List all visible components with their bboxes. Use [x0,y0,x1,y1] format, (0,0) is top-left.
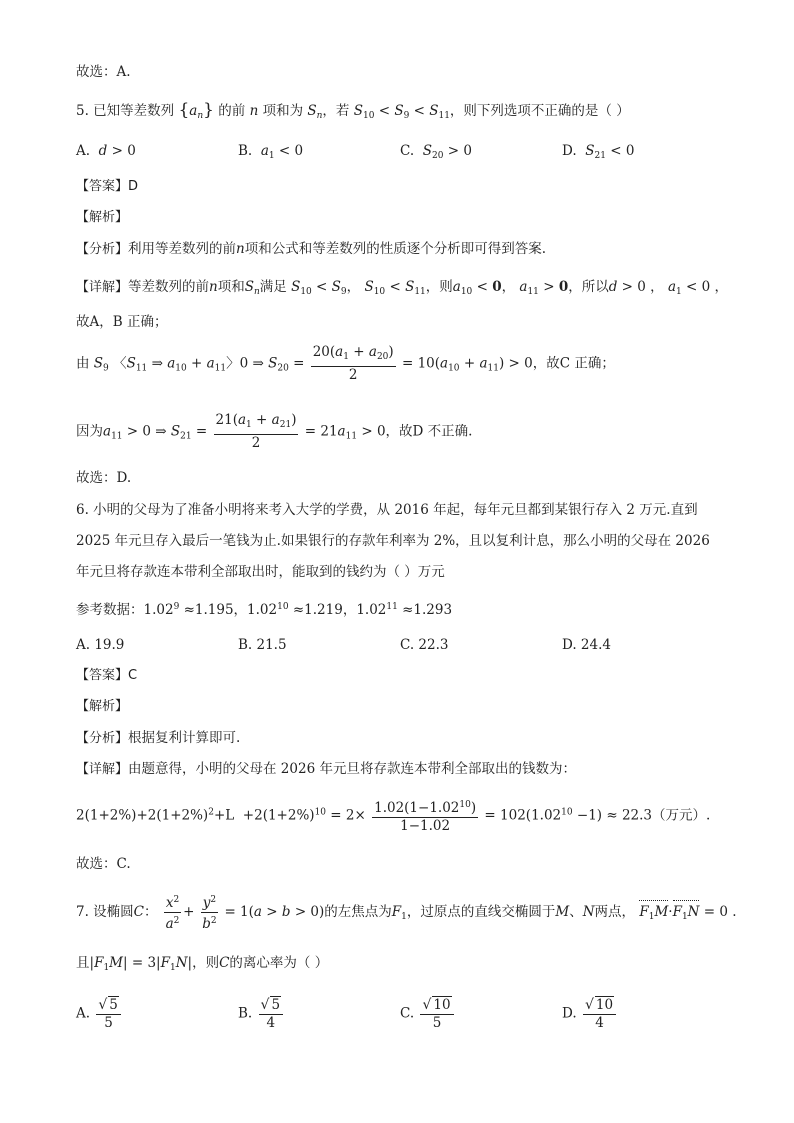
q7-stem-line2: 且$|F_1M| = 3|F_1N|$，则C的离心率为（ ） [76,955,329,973]
q6-option-b: B. 21.5 [238,637,287,653]
q6-detail: 【详解】由题意得，小明的父母在 2026 年元旦将存款连本带利全部取出的钱数为： [76,761,576,777]
q5-condition: $S_{10} < S_9 < S_{11}$ [353,103,450,121]
q5-ab-correct: 故A，B 正确； [76,314,168,330]
q5-stem-text-b: 的前 [218,103,246,119]
q5-detail: 【详解】等差数列的前n项和$S_n$满足 $S_{10} < S_9$， $S_{10} < S_{11}$，则$a_{10} < 0$， $a_{11} > 0$，所以d > 0 ， $a_1 < 0$ ， [76,279,729,297]
q5-option-b: B. $a_1 < 0$ [238,143,304,161]
q7-option-b: B. $\frac{√ 5}{4}$ [238,996,285,1032]
q5-analysis: 【分析】利用等差数列的前n项和公式和等差数列的性质逐个分析即可得到答案. [76,241,547,257]
q5-formula-c: 由 $S_9$ 〈$S_{11}$ ⇒ $a_{10} + a_{11}$〉0 ⇒ $S_{20}$ = $\frac{20(a_1 + a_{20})}{2}$ = $10(a_{10} + a_{11}) > 0$，故C 正确； [76,344,615,383]
q5-answer: 【答案】D [76,179,139,194]
q6-option-a: A. 19.9 [76,637,125,653]
q6-answer: 【答案】C [76,668,138,683]
q5-stem-text-e: ，则下列选项不正确的是（ ） [449,103,630,119]
q5-stem-text-c: 项和为 [262,103,304,119]
q5-n-symbol: n [249,103,259,119]
q6-formula: $2(1+2\%)+2(1+2\%)^2+L +2(1+2\%)^{10} = 2\times$ $\frac{1.02(1-1.02^{10})}{1-1.02}$ = $102(1.02^{10} -1) \approx 22.3$（万元）. [76,797,710,835]
q5-option-c: C. $S_{20} > 0$ [400,143,472,161]
q5-jiexi: 【解析】 [76,210,129,225]
q6-choose: 故选：C. [76,856,131,872]
q5-formula-d: 因为$a_{11} > 0$ ⇒ $S_{21}$ = $\frac{21(a_1 + a_{21})}{2}$ = $21a_{11} > 0$，故D 不正确. [76,412,473,451]
q7-option-c: C. $\frac{√ 10}{5}$ [400,996,456,1032]
q5-option-d: D. $S_{21} < 0$ [562,143,635,161]
q6-reference-data: 参考数据：$1.02^9 \approx 1.195$，$1.02^{10} \approx 1.219$，$1.02^{11} \approx 1.293$ [76,602,453,618]
q5-stem-text-d: ，若 [322,103,350,119]
q7-stem-line1: 7. 设椭圆C： $\frac{x^2}{a^2}$ + $\frac{y^2}{b^2}$ = 1(a > b > 0)的左焦点为$F_1$，过原点的直线交椭圆于M、N两点， $F_1M\cdot F_1N = 0$ . [76,892,737,933]
q5-sn-symbol: $S_n$ [307,103,323,121]
q6-stem-line1: 6. 小明的父母为了准备小明将来考入大学的学费，从 2016 年起，每年元旦都到某银行存入 2 万元.直到 [76,502,698,518]
q6-analysis: 【分析】根据复利计算即可. [76,730,241,746]
q6-option-c: C. 22.3 [400,637,449,653]
q6-jiexi: 【解析】 [76,699,129,714]
q5-seq-symbol: $\{a_n\}$ [178,100,214,121]
q5-choose: 故选：D. [76,470,132,486]
q6-option-d: D. 24.4 [562,637,611,653]
q5-stem-text-a: 5. 已知等差数列 [76,103,175,119]
q7-option-a: A. $\frac{√ 5}{5}$ [76,996,123,1032]
q5-stem [76,101,630,125]
prev-answer-line: 故选：A. [76,64,131,80]
q5-option-a: A. d > 0 [76,143,136,159]
q6-stem-line3: 年元旦将存款连本带利全部取出时，能取到的钱约为（ ）万元 [76,564,445,580]
q6-stem-line2: 2025 年元旦存入最后一笔钱为止.如果银行的存款年利率为 2%，且以复利计息，那么小明的父母在 2026 [76,533,710,549]
q7-option-d: D. $\frac{√ 10}{4}$ [562,996,618,1032]
